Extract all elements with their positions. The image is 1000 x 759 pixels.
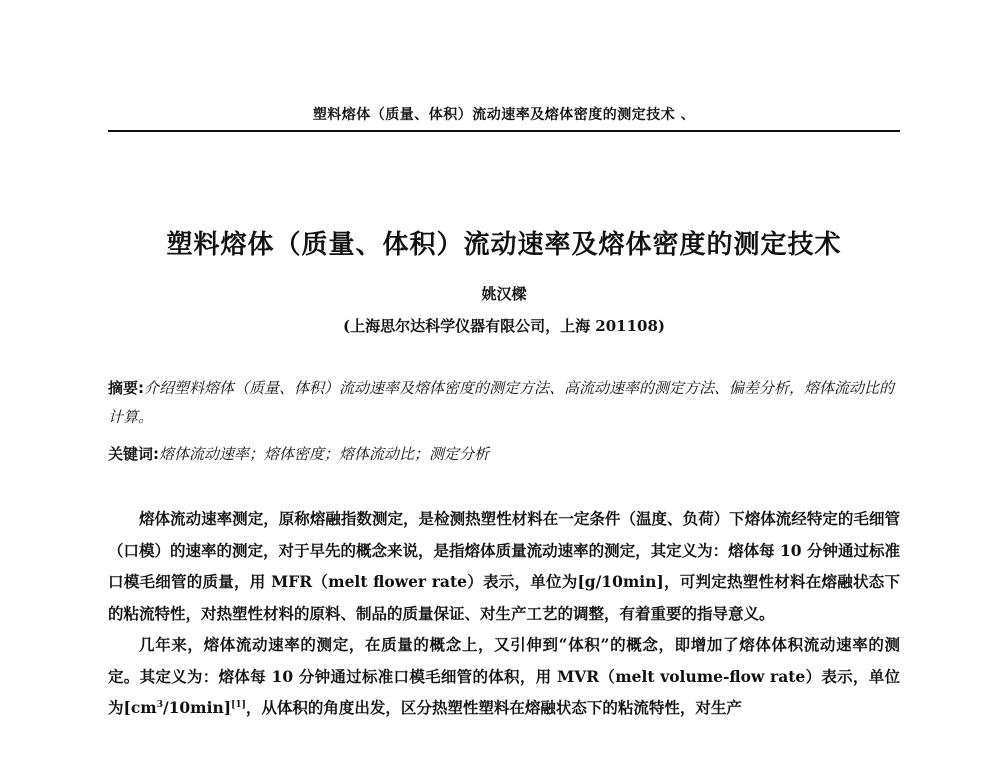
abstract — [108, 374, 900, 432]
superscript-cubic: 3 — [156, 699, 163, 710]
body-text — [108, 503, 900, 724]
citation-ref-1: [1] — [231, 699, 246, 710]
paragraph-1: 熔体流动速率测定，原称熔融指数测定，是检测热塑性材料在一定条件（温度、负荷）下熔体流经特定的毛细管（口模）的速率的测定，对于早先的概念来说，是指熔体质量流动速率的测定，其定义为：熔体每 10 分钟通过标准口模毛细管的质量，用 MFR（melt flower rate）表示，单位为[g/10min]，可判定热塑性材料在熔融状态下的粘流特性，对热塑性材料的原料、制品的质量保证、对生产工艺的调整，有着重要的指导意义。 — [108, 509, 900, 623]
abstract-text: 介绍塑料熔体（质量、体积）流动速率及熔体密度的测定方法、高流动速率的测定方法、偏差分析，熔体流动比的计算。 — [108, 379, 895, 426]
running-header: 塑料熔体（质量、体积）流动速率及熔体密度的测定技术 、 — [312, 107, 696, 123]
paragraph-2-text-a: 几年来，熔体流动速率的测定，在质量的概念上，又引伸到“体积”的概念，即增加了熔体体积流动速率的测定。其定义为：熔体每 10 分钟通过标准口模毛细管的体积，用 MVR（melt volume-flow rate）表示，单位为[cm — [108, 635, 900, 717]
paragraph-2-text-c: ，从体积的角度出发，区分热塑性塑料在熔融状态下的粘流特性，对生产 — [245, 698, 742, 717]
keywords — [108, 440, 900, 469]
author: 姚汉樑 — [481, 285, 527, 303]
paragraph-2 — [108, 629, 900, 724]
header-rule — [108, 130, 900, 132]
paragraph-2-text-b: /10min] — [162, 698, 232, 717]
keywords-text: 熔体流动速率；熔体密度；熔体流动比；测定分析 — [159, 445, 490, 463]
paper-title: 塑料熔体（质量、体积）流动速率及熔体密度的测定技术 — [166, 230, 842, 260]
abstract-label: 摘要: — [108, 379, 144, 397]
affiliation: (上海思尔达科学仪器有限公司，上海 201108) — [342, 317, 666, 335]
keywords-label: 关键词: — [108, 445, 159, 463]
